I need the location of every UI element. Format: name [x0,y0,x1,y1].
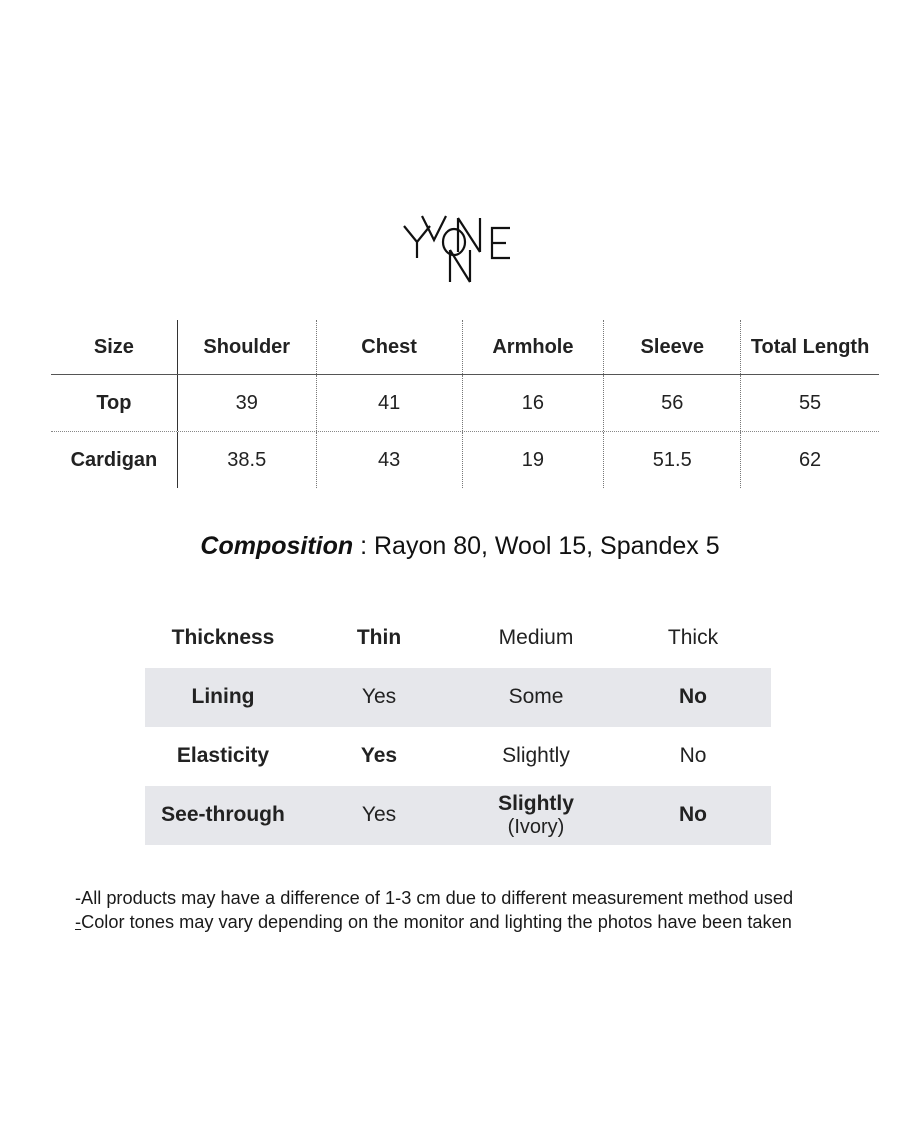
attribute-option [301,668,457,727]
option-label: No [679,744,707,768]
attribute-option [301,786,457,845]
note-line: -All products may have a difference of 1-3 cm due to different measurement method used [75,888,794,908]
attribute-name: See-through [161,803,285,827]
composition-label: Composition [200,532,354,560]
attribute-option [457,786,615,845]
cell-shoulder: 38.5 [178,432,317,488]
disclaimer-notes [75,886,793,934]
option-label: Slightly [502,744,570,768]
option-note: (Ivory) [507,816,565,839]
attribute-option [615,609,771,668]
header-armhole: Armhole [463,320,605,374]
size-table-header [51,320,879,375]
size-table [51,320,879,488]
option-label: Some [508,685,564,709]
attribute-row-elasticity [145,727,771,786]
row-label: Top [51,375,178,431]
attribute-row-thickness [145,609,771,668]
header-shoulder: Shoulder [178,320,317,374]
cell-sleeve: 56 [604,375,741,431]
option-label: No [679,803,707,827]
cell-shoulder: 39 [178,375,317,431]
note-dash: - [75,912,82,932]
attribute-name: Elasticity [176,744,270,768]
composition-text: : Rayon 80, Wool 15, Spandex 5 [353,532,720,560]
note-text: Color tones may vary depending on the monitor and lighting the photos have been taken [81,912,792,932]
option-label: Yes [361,803,397,827]
attribute-option [615,668,771,727]
attribute-row-see-through [145,786,771,845]
cell-total-length: 55 [798,391,822,414]
cell-armhole: 16 [463,375,605,431]
attribute-option [301,609,457,668]
option-label: Thick [667,626,719,650]
attribute-option [615,727,771,786]
table-row [51,432,879,488]
attribute-name: Lining [191,685,255,709]
option-label: No [679,685,707,709]
cell-total-length: 62 [798,448,822,471]
attribute-option [301,727,457,786]
attribute-row-lining [145,668,771,727]
option-label: Slightly [498,791,574,815]
header-total-length: Total Length [750,335,870,358]
cell-chest: 43 [317,432,463,488]
row-label: Cardigan [51,432,178,488]
composition-line [0,532,913,561]
attribute-option [615,786,771,845]
attribute-option [457,668,615,727]
option-label: Yes [360,744,398,768]
cell-sleeve: 51.5 [604,432,741,488]
attribute-name: Thickness [171,626,275,650]
attribute-option [457,609,615,668]
cell-armhole: 19 [463,432,605,488]
header-chest: Chest [317,320,463,374]
fabric-attributes-table [145,609,771,845]
header-sleeve: Sleeve [604,320,741,374]
header-size: Size [51,320,178,374]
option-label: Yes [361,685,397,709]
brand-logo [400,212,516,284]
table-row [51,375,879,432]
option-label: Thin [356,626,402,650]
cell-chest: 41 [317,375,463,431]
note-line [75,910,793,934]
option-label: Medium [498,626,574,650]
attribute-option [457,727,615,786]
